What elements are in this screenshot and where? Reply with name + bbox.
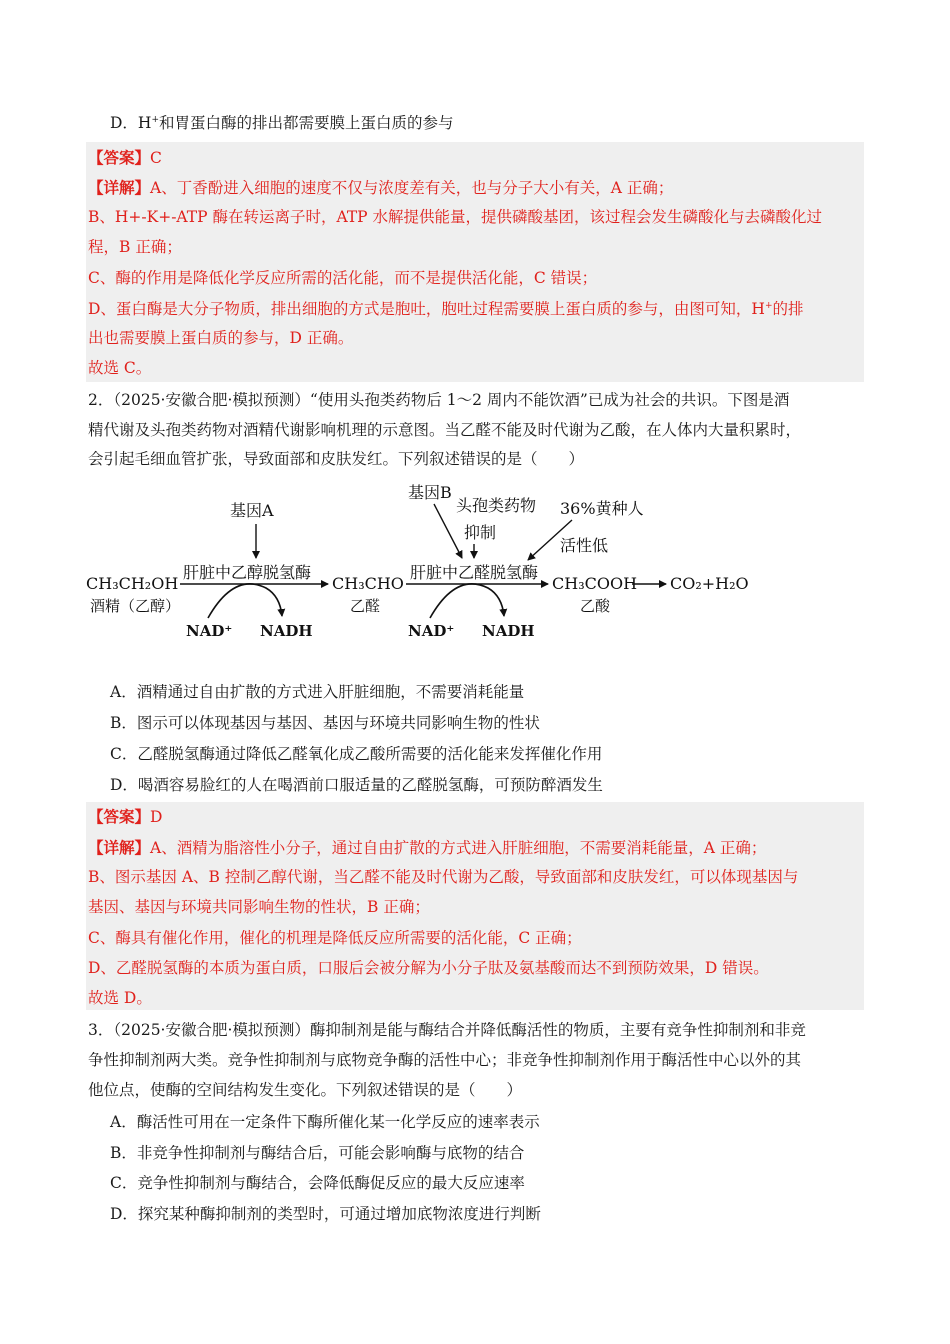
q1-option-d bbox=[110, 108, 886, 139]
q2-option-a: A．酒精通过自由扩散的方式进入肝脏细胞，不需要消耗能量 bbox=[110, 683, 525, 701]
q2-stem-line-1: 2．（2025·安徽合肥·模拟预测）“使用头孢类药物后 1～2 周内不能饮酒”已成为社会的共识。下图是酒 bbox=[88, 391, 790, 409]
nadh-label-2: NADH bbox=[482, 622, 535, 640]
ethanol-name: 酒精（乙醇） bbox=[90, 597, 181, 615]
population-label: 36%黄种人 bbox=[560, 499, 644, 518]
q3-option-c: C．竞争性抑制剂与酶结合，会降低酶促反应的最大反应速率 bbox=[110, 1174, 525, 1192]
q2-detail-line-1 bbox=[88, 832, 864, 864]
q1-detail-text-1: A、丁香酚进入细胞的速度不仅与浓度差有关，也与分子大小有关，A 正确； bbox=[150, 179, 674, 197]
q2-answer bbox=[88, 801, 864, 833]
alcohol-metabolism-diagram bbox=[84, 478, 764, 653]
q1-detail-tag: 【详解】 bbox=[88, 178, 151, 197]
low-activity-label: 活性低 bbox=[560, 536, 609, 555]
q2-option-b: B．图示可以体现基因与基因、基因与环境共同影响生物的性状 bbox=[110, 714, 540, 732]
q2-detail-line-6: 故选 D。 bbox=[88, 989, 152, 1007]
acetaldehyde-name: 乙醛 bbox=[350, 597, 381, 615]
q2-detail-line-2: B、图示基因 A、B 控制乙醇代谢，当乙醛不能及时代谢为乙酸，导致面部和皮肤发红，可以体现基因与 bbox=[88, 868, 799, 886]
q1-answer-value: C bbox=[150, 149, 162, 167]
q1-detail-sup: + bbox=[764, 300, 773, 311]
q2-detail-text-1: A、酒精为脂溶性小分子，通过自由扩散的方式进入肝脏细胞，不需要消耗能量，A 正确； bbox=[150, 839, 767, 857]
q2-detail-tag: 【详解】 bbox=[88, 838, 151, 857]
ethanol-formula: CH₃CH₂OH bbox=[86, 574, 179, 593]
q3-option-d: D．探究某种酶抑制剂的类型时，可通过增加底物浓度进行判断 bbox=[110, 1205, 541, 1223]
enzyme-1-label: 肝脏中乙醇脱氢酶 bbox=[183, 563, 312, 582]
q2-stem-line-2: 精代谢及头孢类药物对酒精代谢影响机理的示意图。当乙醛不能及时代谢为乙酸，在人体内大量积累时， bbox=[88, 421, 802, 439]
q1-detail-text-5: D、蛋白酶是大分子物质，排出细胞的方式是胞吐，胞吐过程需要膜上蛋白质的参与，由图可知，H bbox=[88, 300, 765, 318]
q2-answer-value: D bbox=[150, 808, 163, 826]
q1-option-d-text: D．H bbox=[110, 114, 152, 132]
q1-detail-line-3: 程，B 正确； bbox=[88, 238, 182, 256]
q2-detail-line-3: 基因、基因与环境共同影响生物的性状，B 正确； bbox=[88, 898, 430, 916]
q3-stem-line-1: 3．（2025·安徽合肥·模拟预测）酶抑制剂是能与酶结合并降低酶活性的物质，主要有竞争性抑制剂和非竞 bbox=[88, 1021, 806, 1039]
inhibit-label: 抑制 bbox=[464, 523, 497, 542]
q3-stem-line-2: 争性抑制剂两大类。竞争性抑制剂与底物竞争酶的活性中心；非竞争性抑制剂作用于酶活性中心以外的其 bbox=[88, 1051, 802, 1069]
q2-option-c: C．乙醛脱氢酶通过降低乙醛氧化成乙酸所需要的活化能来发挥催化作用 bbox=[110, 745, 603, 763]
q1-answer bbox=[88, 142, 864, 174]
q2-option-d: D．喝酒容易脸红的人在喝酒前口服适量的乙醛脱氢酶，可预防醉酒发生 bbox=[110, 776, 603, 794]
q1-option-d-rest: 和胃蛋白酶的排出都需要膜上蛋白质的参与 bbox=[159, 114, 454, 132]
q2-detail-line-4: C、酶具有催化作用，催化的机理是降低反应所需要的活化能，C 正确； bbox=[88, 929, 582, 947]
q1-detail-line-5 bbox=[88, 294, 864, 325]
q1-option-d-sup: + bbox=[151, 114, 159, 125]
gene-b-label: 基因B bbox=[408, 483, 452, 502]
acetic-acid-name: 乙酸 bbox=[580, 597, 611, 615]
q2-answer-tag: 【答案】 bbox=[88, 807, 151, 826]
cofactor-2-curve bbox=[430, 584, 504, 618]
q1-answer-tag: 【答案】 bbox=[88, 148, 151, 167]
nad-label-2: NAD⁺ bbox=[408, 622, 455, 640]
q1-detail-line-7: 故选 C。 bbox=[88, 359, 152, 377]
q2-detail-line-5: D、乙醛脱氢酶的本质为蛋白质，口服后会被分解为小分子肽及氨基酸而达不到预防效果，D 错误。 bbox=[88, 959, 769, 977]
q1-detail-line-1 bbox=[88, 172, 864, 204]
nadh-label-1: NADH bbox=[260, 622, 313, 640]
q3-option-a: A．酶活性可用在一定条件下酶所催化某一化学反应的速率表示 bbox=[110, 1113, 540, 1131]
q3-option-b: B．非竞争性抑制剂与酶结合后，可能会影响酶与底物的结合 bbox=[110, 1144, 525, 1162]
drug-label: 头孢类药物 bbox=[456, 496, 537, 515]
nad-label-1: NAD⁺ bbox=[186, 622, 233, 640]
acetic-acid-formula: CH₃COOH bbox=[552, 574, 638, 593]
enzyme-2-label: 肝脏中乙醛脱氢酶 bbox=[410, 563, 539, 582]
q1-detail-tail: 的排 bbox=[772, 300, 804, 318]
q3-stem-line-3: 他位点，使酶的空间结构发生变化。下列叙述错误的是（ ） bbox=[88, 1081, 523, 1099]
gene-a-label: 基因A bbox=[230, 501, 274, 520]
q1-detail-line-4: C、酶的作用是降低化学反应所需的活化能，而不是提供活化能，C 错误； bbox=[88, 269, 598, 287]
q1-detail-line-2: B、H+-K+-ATP 酶在转运离子时，ATP 水解提供能量，提供磷酸基团，该过程会发生磷酸化与去磷酸化过 bbox=[88, 208, 823, 226]
products-formula: CO₂+H₂O bbox=[670, 574, 749, 593]
q2-stem-line-3: 会引起毛细血管扩张，导致面部和皮肤发红。下列叙述错误的是（ ） bbox=[88, 450, 585, 468]
q1-detail-line-6: 出也需要膜上蛋白质的参与，D 正确。 bbox=[88, 329, 354, 347]
acetaldehyde-formula: CH₃CHO bbox=[332, 574, 404, 593]
cofactor-1-curve bbox=[208, 584, 282, 618]
